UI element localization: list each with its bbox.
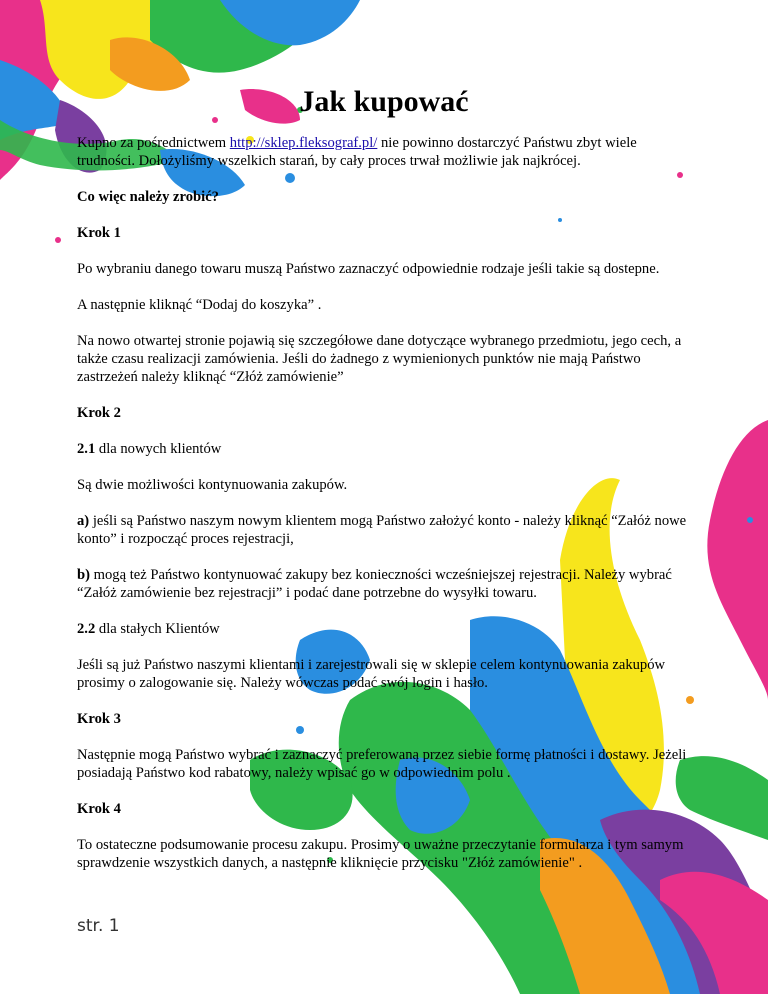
page-number: str. 1 [77,916,120,936]
intro-text-after: nie powinno dostarczyć Państwu zbyt wiele trudności. Dołożyliśmy wszelkich starań, by cały proces trwał możliwie jak najkrócej. [77,135,637,169]
step4-paragraph-1: To ostateczne podsumowanie procesu zakupu. Prosimy o uważne przeczytanie formularza i tym samym sprawdzenie wszystkich danych, a następnie kliknięcie przycisku "Złóż zamówienie" . [77,837,684,871]
step2-option-a [77,512,687,548]
step2-sub1 [77,440,687,458]
intro-text-before: Kupno za pośrednictwem [77,135,230,151]
step1-paragraph-2: A następnie kliknąć “Dodaj do koszyka” . [77,297,322,313]
intro-paragraph [77,134,687,170]
step1-paragraph-3: Na nowo otwartej stronie pojawią się szczegółowe dane dotyczące wybranego przedmiotu, jego cech, a także czasu realizacji zamówienia. Jeśli do żadnego z wymienionych punktów nie mają Państwo zastrzeżeń należy kliknąć “Złóż zamówienie” [77,333,682,385]
step1-heading: Krok 1 [77,225,121,241]
step2-paragraph-2: Jeśli są już Państwo naszymi klientami i zarejestrowali się w sklepie celem kontynuowania zakupów prosimy o zalogowanie się. Należy wówczas podać swój login i hasło. [77,657,666,691]
question-heading: Co więc należy zrobić? [77,189,219,205]
step2-sub1-text: dla nowych klientów [95,441,222,457]
step3-heading: Krok 3 [77,711,121,727]
step2-heading: Krok 2 [77,405,121,421]
step4-heading: Krok 4 [77,801,121,817]
option-b-label: b) [77,567,90,583]
step2-sub1-number: 2.1 [77,441,96,457]
step3-paragraph-1: Następnie mogą Państwo wybrać i zaznaczyć preferowaną przez siebie formę płatności i dostawy. Jeżeli posiadają Państwo kod rabatowy, należy wpisać go w odpowiednim polu . [77,747,687,781]
step2-sub2 [77,620,687,638]
step2-sub2-text: dla stałych Klientów [95,621,220,637]
option-a-text: jeśli są Państwo naszym nowym klientem mogą Państwo założyć konto - należy kliknąć “Załóż nowe konto” i rozpocząć proces rejestracji, [77,513,687,547]
option-a-label: a) [77,513,90,529]
shop-link[interactable]: http://sklep.fleksograf.pl/ [229,135,378,151]
step2-sub2-number: 2.2 [77,621,96,637]
step1-paragraph-1: Po wybraniu danego towaru muszą Państwo zaznaczyć odpowiednie rodzaje jeśli takie są dostepne. [77,261,660,277]
step2-paragraph-1: Są dwie możliwości kontynuowania zakupów. [77,477,348,493]
step2-option-b [77,566,687,602]
document-body [77,134,687,890]
page-title: Jak kupować [299,85,469,118]
option-b-text: mogą też Państwo kontynuować zakupy bez konieczności wcześniejszej rejestracji. Należy wybrać “Załóż zamówienie bez rejestracji” i podać dane potrzebne do wysyłki towaru. [77,567,672,601]
